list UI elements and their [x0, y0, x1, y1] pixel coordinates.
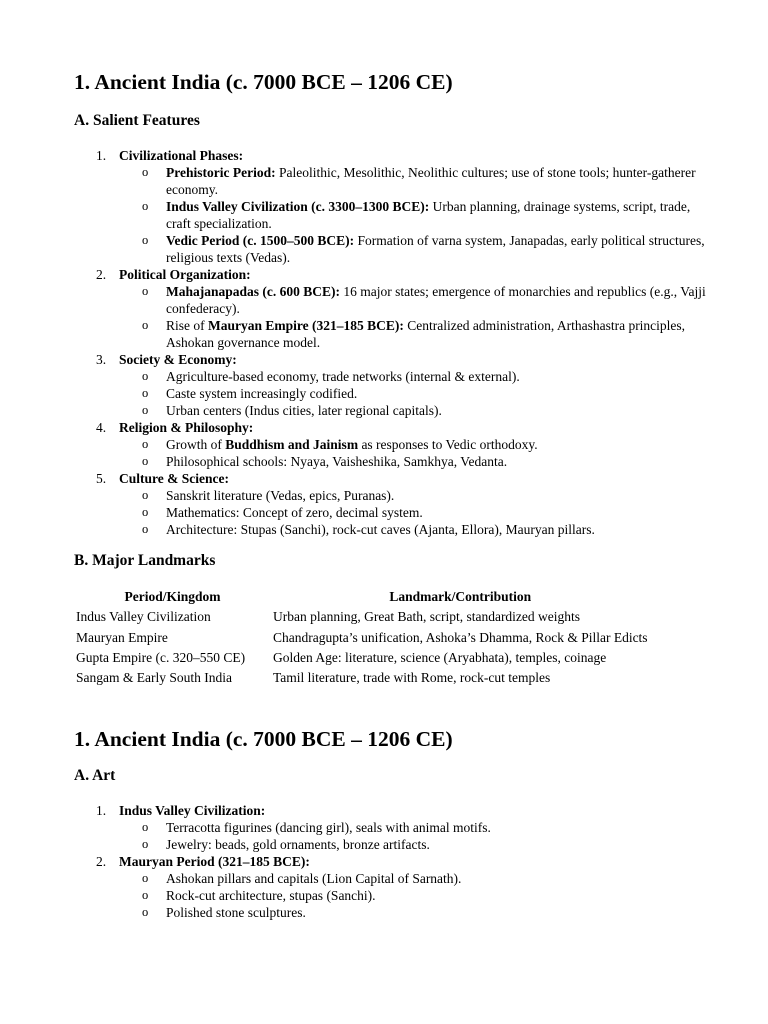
- numbered-item: [0, 470, 768, 487]
- section-title: 1. Ancient India (c. 7000 BCE – 1206 CE): [74, 70, 453, 94]
- bullet-icon: o: [142, 488, 149, 502]
- sub-item-text: Caste system increasingly codified.: [166, 386, 358, 401]
- numbered-item: [0, 419, 768, 436]
- bullet-icon: o: [142, 820, 149, 834]
- bullet-icon: o: [142, 454, 149, 468]
- sub-item: [0, 436, 768, 453]
- bullet-icon: o: [142, 369, 149, 383]
- sub-item: [0, 283, 768, 317]
- period-cell: Indus Valley Civilization: [76, 609, 211, 625]
- item-title: Culture & Science:: [119, 471, 229, 486]
- landmark-cell: Urban planning, Great Bath, script, standardized weights: [273, 609, 581, 625]
- art-list: [0, 802, 768, 921]
- sub-item: [0, 402, 768, 419]
- item-title: Political Organization:: [119, 267, 251, 282]
- sub-item: [0, 504, 768, 521]
- sub-item: [0, 232, 768, 266]
- sub-item: [0, 836, 768, 853]
- sub-item-text: Architecture: Stupas (Sanchi), rock-cut caves (Ajanta, Ellora), Mauryan pillars.: [166, 522, 595, 537]
- sub-item-prefix: Growth of: [166, 437, 226, 452]
- sub-item: [0, 887, 768, 904]
- sub-item: [0, 453, 768, 470]
- sub-item: [0, 164, 768, 198]
- period-cell: Mauryan Empire: [76, 629, 168, 645]
- sub-item-term: Vedic Period (c. 1500–500 BCE):: [166, 233, 355, 248]
- sub-item-text: Philosophical schools: Nyaya, Vaisheshika, Samkhya, Vedanta.: [166, 454, 508, 469]
- bullet-icon: o: [142, 437, 149, 451]
- item-number: 4.: [96, 420, 107, 435]
- item-title: Society & Economy:: [119, 352, 237, 367]
- art-heading: A. Art: [74, 767, 116, 784]
- sub-item: [0, 870, 768, 887]
- sub-item-text: Rock-cut architecture, stupas (Sanchi).: [166, 888, 376, 903]
- item-number: 3.: [96, 352, 107, 367]
- sub-item: [0, 385, 768, 402]
- item-number: 2.: [96, 854, 107, 869]
- numbered-item: [0, 266, 768, 283]
- bullet-icon: o: [142, 403, 149, 417]
- major-landmarks-heading: B. Major Landmarks: [74, 552, 216, 569]
- sub-item-term: Indus Valley Civilization (c. 3300–1300 BCE):: [166, 199, 430, 214]
- bullet-icon: o: [142, 505, 149, 519]
- bullet-icon: o: [142, 837, 149, 851]
- sub-item: [0, 904, 768, 921]
- landmarks-table: [74, 587, 650, 688]
- table-row: [74, 607, 650, 627]
- sub-item-text: Formation of varna system, Janapadas, early political structures, religious texts (Vedas).: [166, 233, 705, 265]
- period-cell: Gupta Empire (c. 320–550 CE): [76, 649, 246, 665]
- sub-item-term: Mauryan Empire (321–185 BCE):: [208, 318, 404, 333]
- column-header-period: Period/Kingdom: [124, 589, 221, 604]
- sub-item-text: Jewelry: beads, gold ornaments, bronze artifacts.: [166, 837, 430, 852]
- sub-item-text: Sanskrit literature (Vedas, epics, Puranas).: [166, 488, 395, 503]
- bullet-icon: o: [142, 284, 149, 298]
- item-number: 1.: [96, 803, 107, 818]
- sub-item-text: Mathematics: Concept of zero, decimal system.: [166, 505, 423, 520]
- sub-item: [0, 317, 768, 351]
- sub-item-text: Agriculture-based economy, trade networks (internal & external).: [166, 369, 520, 384]
- bullet-icon: o: [142, 199, 149, 213]
- sub-item-prefix: Rise of: [166, 318, 208, 333]
- item-number: 1.: [96, 148, 107, 163]
- column-header-landmark: Landmark/Contribution: [389, 589, 532, 604]
- bullet-icon: o: [142, 318, 149, 332]
- table-row: [74, 668, 650, 688]
- numbered-item: [0, 351, 768, 368]
- bullet-icon: o: [142, 165, 149, 179]
- sub-item-text: 16 major states; emergence of monarchies and republics (e.g., Vajji confederacy).: [166, 284, 706, 316]
- item-title: Indus Valley Civilization:: [119, 803, 266, 818]
- item-number: 5.: [96, 471, 107, 486]
- item-title: Civilizational Phases:: [119, 148, 244, 163]
- item-number: 2.: [96, 267, 107, 282]
- sub-item-text: Polished stone sculptures.: [166, 905, 306, 920]
- sub-item: [0, 198, 768, 232]
- table-row: [74, 628, 650, 648]
- sub-item-text: Terracotta figurines (dancing girl), seals with animal motifs.: [166, 820, 491, 835]
- period-cell: Sangam & Early South India: [76, 670, 232, 686]
- salient-features-list: [0, 147, 768, 538]
- sub-item-term: Mahajanapadas (c. 600 BCE):: [166, 284, 341, 299]
- sub-item-text: Centralized administration, Arthashastra principles, Ashokan governance model.: [166, 318, 686, 350]
- landmark-cell: Tamil literature, trade with Rome, rock-cut temples: [273, 670, 551, 686]
- numbered-item: [0, 853, 768, 870]
- sub-item-text: as responses to Vedic orthodoxy.: [358, 437, 538, 452]
- bullet-icon: o: [142, 871, 149, 885]
- sub-item: [0, 368, 768, 385]
- table-row: [74, 648, 650, 668]
- sub-item-term: Buddhism and Jainism: [225, 437, 359, 452]
- bullet-icon: o: [142, 233, 149, 247]
- sub-item-text: Ashokan pillars and capitals (Lion Capital of Sarnath).: [166, 871, 462, 886]
- sub-item-text: Urban planning, drainage systems, script, trade, craft specialization.: [166, 199, 691, 231]
- sub-item-text: Urban centers (Indus cities, later regional capitals).: [166, 403, 442, 418]
- numbered-item: [0, 802, 768, 819]
- numbered-item: [0, 147, 768, 164]
- salient-features-heading: A. Salient Features: [74, 112, 200, 129]
- bullet-icon: o: [142, 888, 149, 902]
- item-title: Mauryan Period (321–185 BCE):: [119, 854, 310, 869]
- bullet-icon: o: [142, 522, 149, 536]
- bullet-icon: o: [142, 386, 149, 400]
- bullet-icon: o: [142, 905, 149, 919]
- sub-item: [0, 819, 768, 836]
- sub-item-text: Paleolithic, Mesolithic, Neolithic cultures; use of stone tools; hunter-gatherer economy.: [166, 165, 696, 197]
- item-title: Religion & Philosophy:: [119, 420, 254, 435]
- sub-item-term: Prehistoric Period:: [166, 165, 276, 180]
- landmark-cell: Golden Age: literature, science (Aryabhata), temples, coinage: [273, 649, 607, 665]
- landmark-cell: Chandragupta’s unification, Ashoka’s Dhamma, Rock & Pillar Edicts: [273, 629, 648, 645]
- sub-item: [0, 487, 768, 504]
- section-title: 1. Ancient India (c. 7000 BCE – 1206 CE): [74, 727, 453, 751]
- sub-item: [0, 521, 768, 538]
- table-header-row: [74, 587, 650, 607]
